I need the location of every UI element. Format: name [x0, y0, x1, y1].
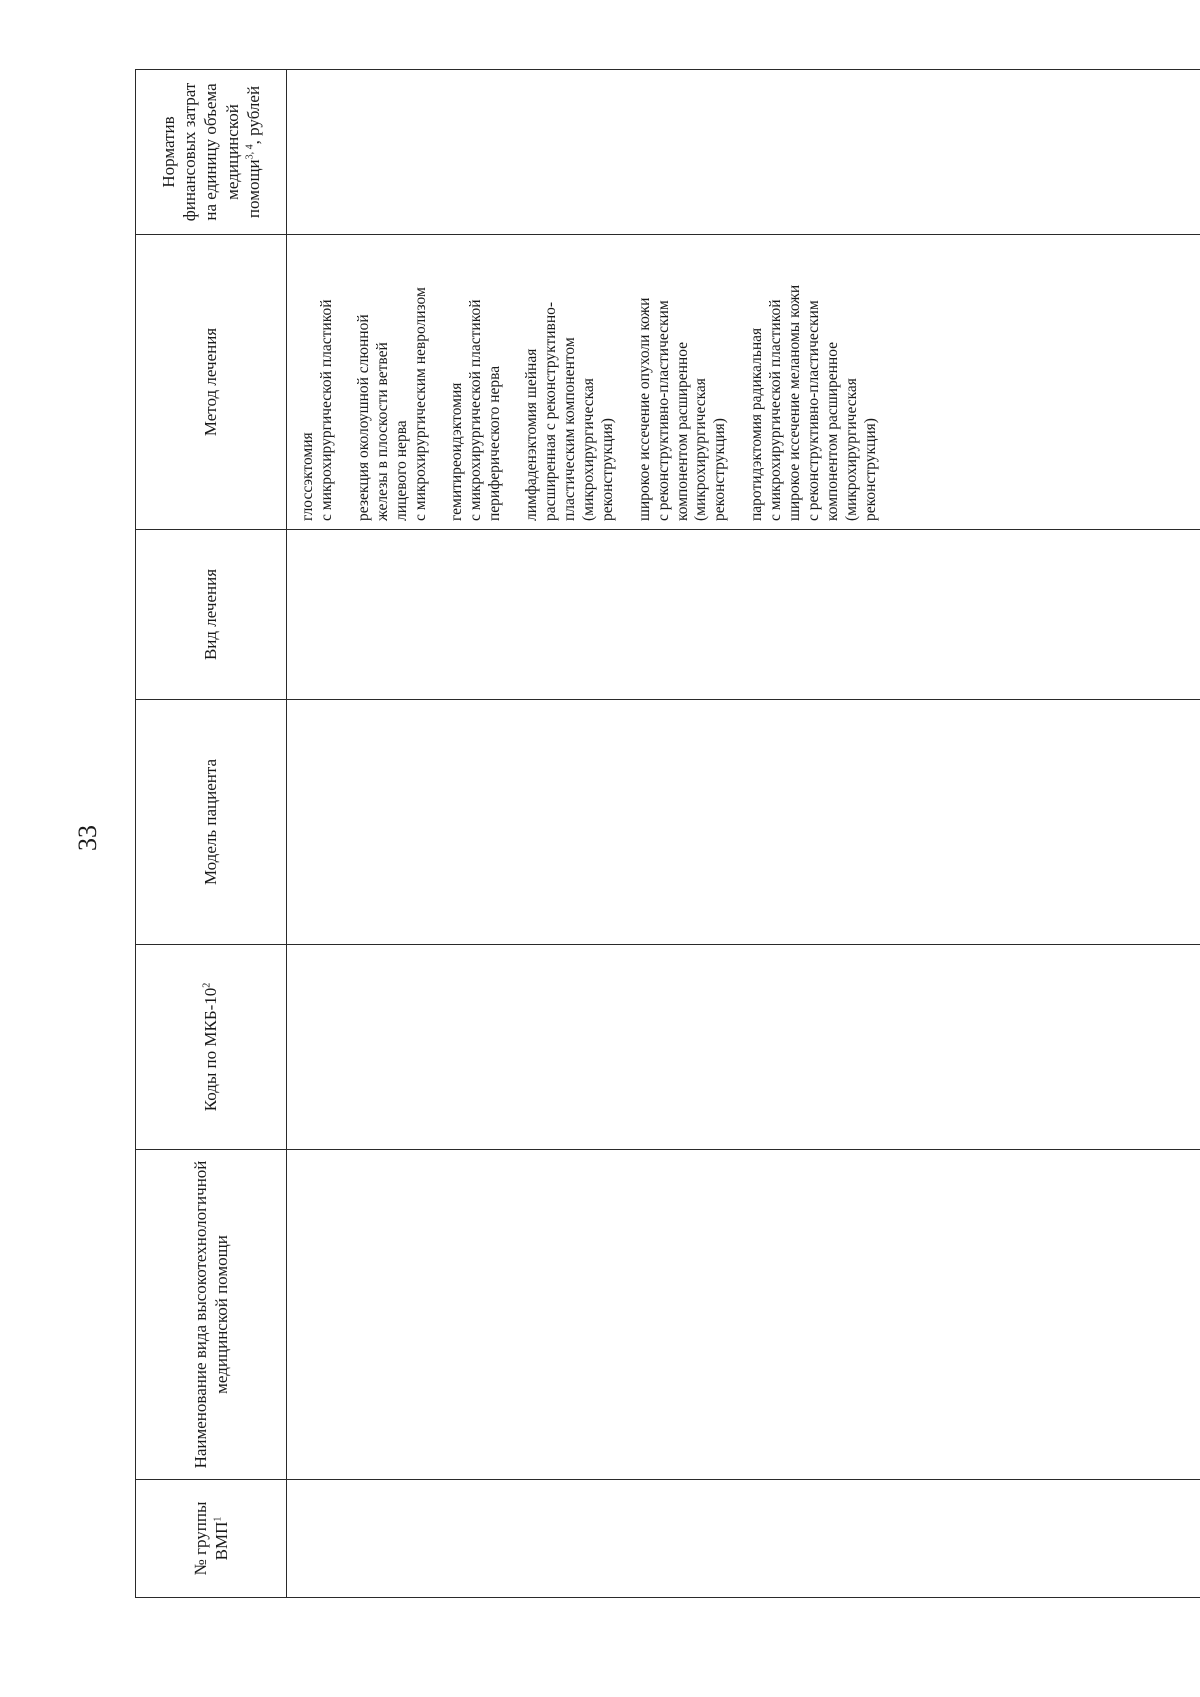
- header-codes-text: Коды по МКБ-10: [201, 987, 221, 1112]
- method-item: гемитиреоидэктомия с микрохирургической пластикой периферического нерва: [448, 299, 504, 521]
- header-patient-model-text: Модель пациента: [201, 758, 221, 886]
- cell-cost: [287, 70, 1200, 235]
- header-method: [136, 235, 287, 530]
- cell-method: [287, 235, 1200, 530]
- header-group-no-text: № группы ВМП: [190, 1501, 231, 1576]
- header-method-text: Метод лечения: [201, 327, 221, 437]
- table-row: [287, 70, 1200, 1598]
- method-list: [287, 235, 881, 529]
- header-cost-text: Норматив финансовых затрат на единицу объема медицинской помощи: [158, 82, 263, 222]
- method-item: паротидэктомия радикальная с микрохирургической пластикой широкое иссечение меланомы кожи с реконструктивно-пластическим компонентом расширенное (микрохирургическая реконструкция): [748, 284, 879, 521]
- header-name: [136, 1150, 287, 1480]
- header-cost-unit: , рублей: [243, 85, 263, 145]
- header-row: [136, 70, 287, 1598]
- cell-codes: [287, 945, 1200, 1150]
- cell-name: [287, 1150, 1200, 1480]
- cell-treatment-type: [287, 530, 1200, 700]
- footnote-ref: 2: [201, 982, 213, 988]
- method-item: широкое иссечение опухоли кожи с реконструктивно-пластическим компонентом расширенное (микрохирургическая реконструкция): [635, 297, 729, 521]
- rotated-table: [135, 70, 1200, 1598]
- method-item: резекция околоушной слюнной железы в плоскости ветвей лицевого нерва с микрохирургическим невролизом: [354, 287, 429, 521]
- header-patient-model: [136, 700, 287, 945]
- header-group-no: [136, 1480, 287, 1598]
- vmp-table: [135, 69, 1200, 1598]
- footnote-ref: 3, 4: [244, 144, 256, 160]
- cell-group-no: [287, 1480, 1200, 1598]
- header-name-text: Наименование вида высокотехнологичной медицинской помощи: [190, 1160, 231, 1469]
- page-number: 33: [73, 825, 102, 851]
- method-item: лимфаденэктомия шейная расширенная с реконструктивно- пластическим компонентом (микрохирургическая реконструкция): [523, 301, 616, 521]
- header-codes: [136, 945, 287, 1150]
- header-treatment-type: [136, 530, 287, 700]
- method-item: глоссэктомия с микрохирургической пластикой: [299, 299, 335, 521]
- cell-patient-model: [287, 700, 1200, 945]
- header-treatment-type-text: Вид лечения: [201, 568, 221, 661]
- header-cost: [136, 70, 287, 235]
- footnote-ref: 1: [212, 1516, 224, 1522]
